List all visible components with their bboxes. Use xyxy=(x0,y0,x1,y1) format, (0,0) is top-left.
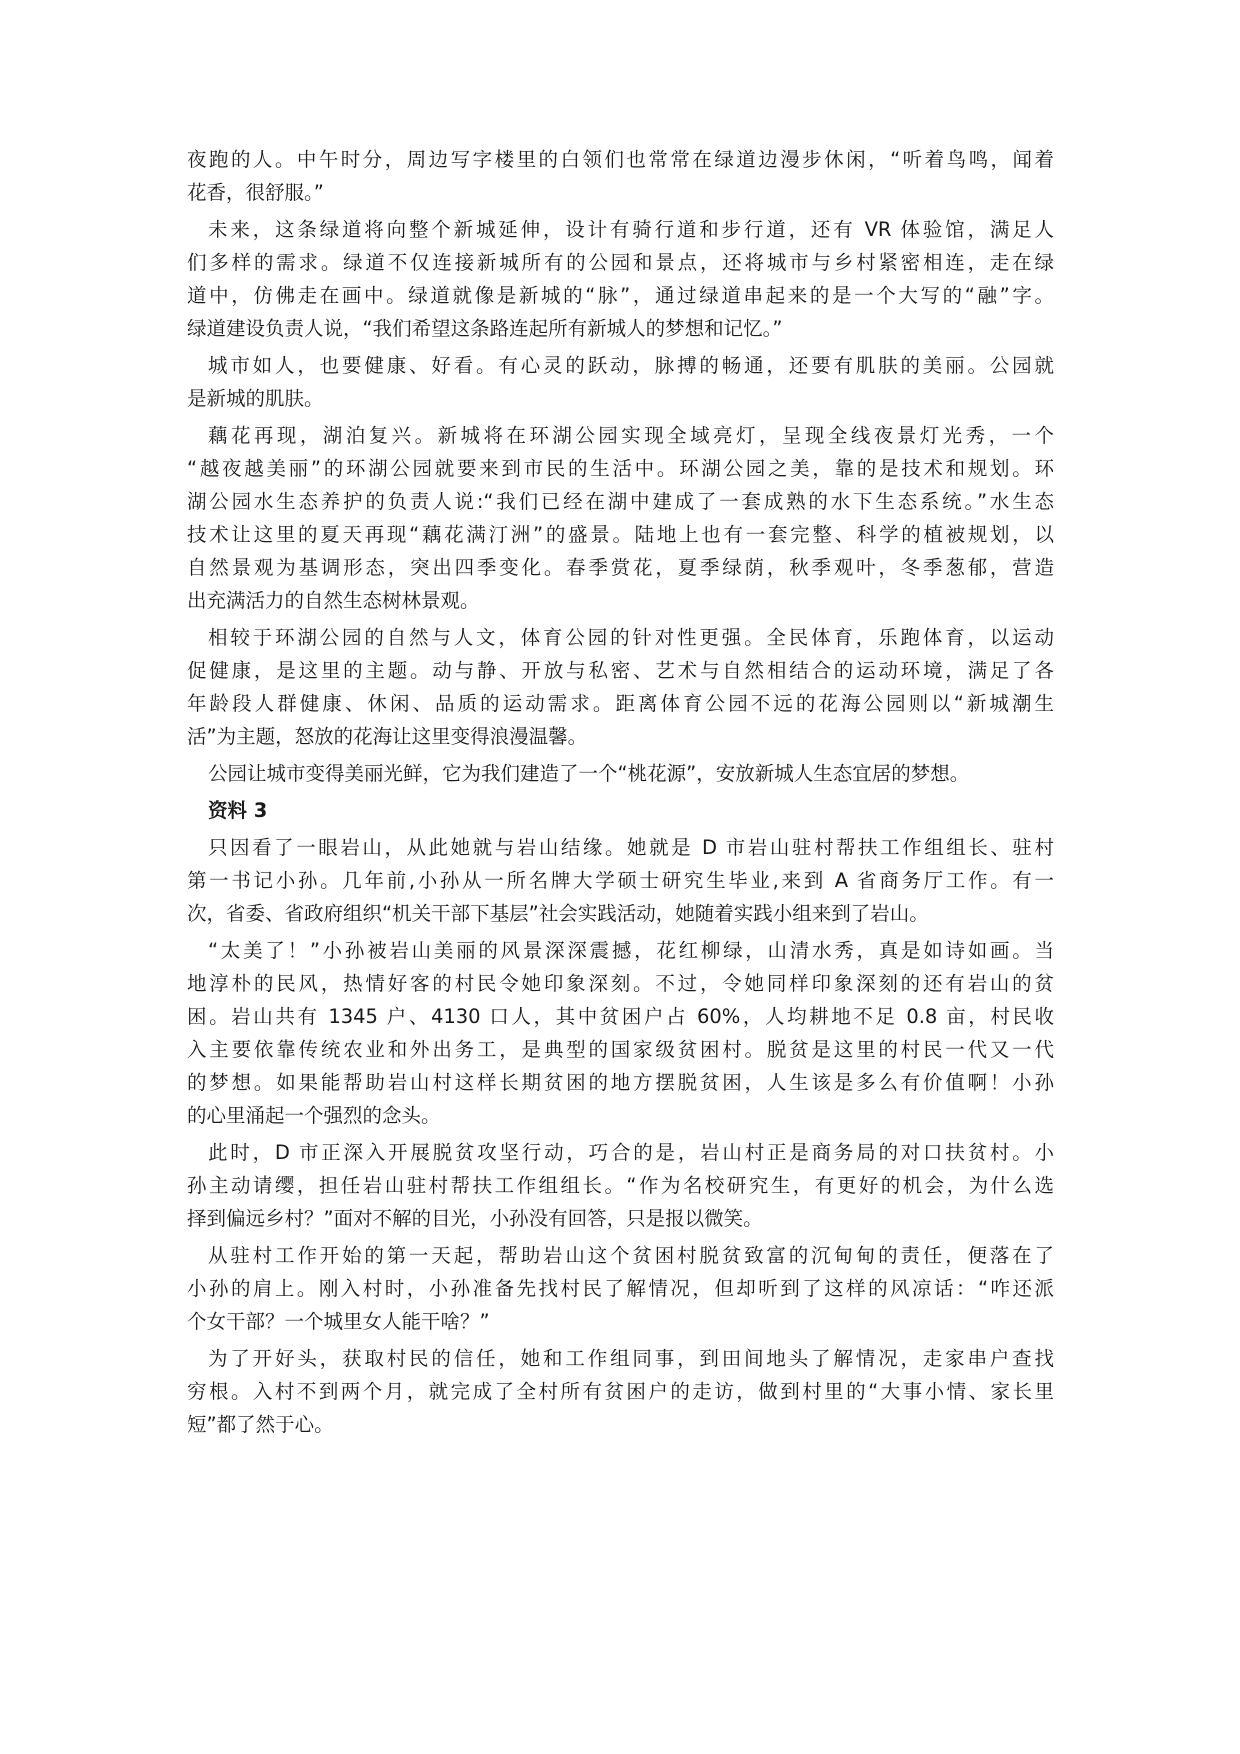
text-line: 地淳朴的民风，热情好客的村民令她印象深刻。不过，令她同样印象深刻的还有岩山的贫 xyxy=(187,972,1054,995)
text-line: “越夜越美丽”的环湖公园就要来到市民的生活中。环湖公园之美，靠的是技术和规划。环 xyxy=(187,457,1054,480)
text-line: 促健康，是这里的主题。动与静、开放与私密、艺术与自然相结合的运动环境，满足了各 xyxy=(187,659,1054,682)
text-line: 藕花再现，湖泊复兴。新城将在环湖公园实现全域亮灯，呈现全线夜景灯光秀，一个 xyxy=(208,424,1054,447)
text-line: “太美了！”小孙被岩山美丽的风景深深震撼，花红柳绿，山清水秀，真是如诗如画。当 xyxy=(208,939,1054,962)
text-line: 小孙的肩上。刚入村时，小孙准备先找村民了解情况，但却听到了这样的风凉话：“咋还派 xyxy=(187,1277,1054,1300)
section-heading: 资料 3 xyxy=(208,799,268,822)
text-line: 孙主动请缨，担任岩山驻村帮扶工作组组长。“作为名校研究生，有更好的机会，为什么选 xyxy=(187,1174,1054,1197)
text-line: 湖公园水生态养护的负责人说:“我们已经在湖中建成了一套成熟的水下生态系统。”水生态 xyxy=(187,490,1054,513)
paragraph xyxy=(187,757,1054,790)
text-line: 此时，D 市正深入开展脱贫攻坚行动，巧合的是，岩山村正是商务局的对口扶贫村。小 xyxy=(208,1141,1054,1164)
text-line: 第一书记小孙。几年前,小孙从一所名牌大学硕士研究生毕业,来到 A 省商务厅工作。有一 xyxy=(187,869,1054,892)
text-line: 的梦想。如果能帮助岩山村这样长期贫困的地方摆脱贫困，人生该是多么有价值啊！小孙 xyxy=(187,1071,1054,1094)
text-line: 出充满活力的自然生态树林景观。 xyxy=(187,589,480,612)
text-line: 穷根。入村不到两个月，就完成了全村所有贫困户的走访，做到村里的“大事小情、家长里 xyxy=(187,1380,1054,1403)
text-line: 相较于环湖公园的自然与人文，体育公园的针对性更强。全民体育，乐跑体育，以运动 xyxy=(208,626,1054,649)
section-after xyxy=(187,831,1054,1441)
paragraph xyxy=(187,831,1054,930)
text-line: 次，省委、省政府组织“机关干部下基层”社会实践活动，她随着实践小组来到了岩山。 xyxy=(187,902,929,925)
paragraph xyxy=(187,143,1054,209)
text-line: 自然景观为基调形态，突出四季变化。春季赏花，夏季绿荫，秋季观叶，冬季葱郁，营造 xyxy=(187,556,1054,579)
text-line: 未来，这条绿道将向整个新城延伸，设计有骑行道和步行道，还有 VR 体验馆，满足人 xyxy=(208,218,1054,241)
section-before xyxy=(187,143,1054,790)
text-line: 困。岩山共有 1345 户、4130 口人，其中贫困户占 60%，人均耕地不足 0.8 亩，村民收 xyxy=(187,1005,1054,1028)
text-line: 是新城的肌肤。 xyxy=(187,387,324,410)
text-line: 花香，很舒服。” xyxy=(187,181,324,204)
document-page xyxy=(187,143,1054,1445)
paragraph xyxy=(187,213,1054,345)
text-line: 公园让城市变得美丽光鲜，它为我们建造了一个“桃花源”，安放新城人生态宜居的梦想。 xyxy=(208,762,970,785)
text-line: 城市如人，也要健康、好看。有心灵的跃动，脉搏的畅通，还要有肌肤的美丽。公园就 xyxy=(208,354,1054,377)
text-line: 道中，仿佛走在画中。绿道就像是新城的“脉”，通过绿道串起来的是一个大写的“融”字。 xyxy=(187,284,1054,307)
text-line: 的心里涌起一个强烈的念头。 xyxy=(187,1104,441,1127)
paragraph xyxy=(187,934,1054,1132)
text-line: 短”都了然于心。 xyxy=(187,1413,334,1436)
text-line: 从驻村工作开始的第一天起，帮助岩山这个贫困村脱贫致富的沉甸甸的责任，便落在了 xyxy=(208,1244,1054,1267)
text-line: 只因看了一眼岩山，从此她就与岩山结缘。她就是 D 市岩山驻村帮扶工作组组长、驻村 xyxy=(208,836,1054,859)
text-line: 活”为主题，怒放的花海让这里变得浪漫温馨。 xyxy=(187,725,588,748)
text-line: 技术让这里的夏天再现“藕花满汀洲”的盛景。陆地上也有一套完整、科学的植被规划，以 xyxy=(187,523,1054,546)
text-line: 夜跑的人。中午时分，周边写字楼里的白领们也常常在绿道边漫步休闲，“听着鸟鸣，闻着 xyxy=(187,148,1054,171)
text-line: 年龄段人群健康、休闲、品质的运动需求。距离体育公园不远的花海公园则以“新城潮生 xyxy=(187,692,1054,715)
paragraph xyxy=(187,621,1054,753)
text-line: 择到偏远乡村？”面对不解的目光，小孙没有回答，只是报以微笑。 xyxy=(187,1207,763,1230)
text-line: 入主要依靠传统农业和外出务工，是典型的国家级贫困村。脱贫是这里的村民一代又一代 xyxy=(187,1038,1054,1061)
text-line: 为了开好头，获取村民的信任，她和工作组同事，到田间地头了解情况，走家串户查找 xyxy=(208,1347,1054,1370)
paragraph xyxy=(187,1342,1054,1441)
text-line: 个女干部？一个城里女人能干啥？” xyxy=(187,1310,490,1333)
text-line: 们多样的需求。绿道不仅连接新城所有的公园和景点，还将城市与乡村紧密相连，走在绿 xyxy=(187,251,1054,274)
paragraph xyxy=(187,1239,1054,1338)
paragraph xyxy=(187,349,1054,415)
paragraph xyxy=(187,419,1054,617)
paragraph xyxy=(187,1136,1054,1235)
text-line: 绿道建设负责人说，“我们希望这条路连起所有新城人的梦想和记忆。” xyxy=(187,317,783,340)
